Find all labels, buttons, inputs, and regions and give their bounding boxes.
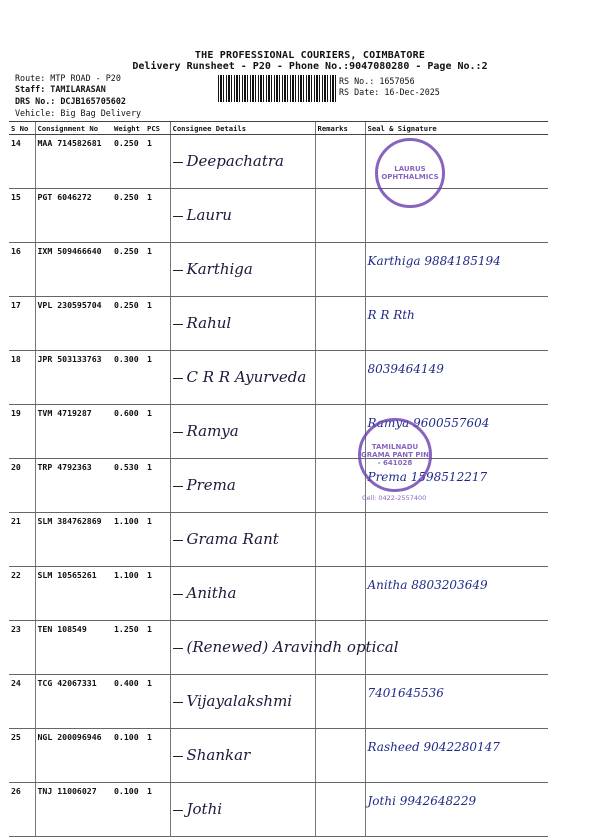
grama-stamp-text: TAMILNADU GRAMA PANT PIN - 641028 xyxy=(361,443,429,467)
vehicle-label: Vehicle: Big Bag Delivery xyxy=(15,108,142,118)
row-weight: 0.250 xyxy=(112,189,145,243)
row-consignment: PGT 6046272 xyxy=(35,189,112,243)
dash-mark xyxy=(173,594,183,595)
consignee-name: Jothi xyxy=(186,800,223,818)
row-consignee xyxy=(170,513,315,567)
row-sno: 24 xyxy=(9,675,35,729)
row-signature: Anitha 8803203649 xyxy=(365,567,548,621)
rs-date: RS Date: 16-Dec-2025 xyxy=(339,87,440,97)
row-weight: 0.100 xyxy=(112,783,145,837)
col-remarks: Remarks xyxy=(315,122,365,135)
drs-label: DRS No.: DCJB165705602 xyxy=(15,96,126,106)
barcode xyxy=(218,75,336,102)
col-consignment: Consignment No xyxy=(35,122,112,135)
row-signature: R R Rth xyxy=(365,297,548,351)
row-pcs: 1 xyxy=(145,675,170,729)
row-consignment: TVM 4719287 xyxy=(35,405,112,459)
row-remarks xyxy=(315,459,365,513)
col-signature: Seal & Signature xyxy=(365,122,548,135)
staff-label: Staff: TAMILARASAN xyxy=(15,84,106,94)
table-row xyxy=(9,621,548,675)
row-weight: 1.250 xyxy=(112,621,145,675)
dash-mark xyxy=(173,810,183,811)
table-row xyxy=(9,459,548,513)
row-weight: 1.100 xyxy=(112,513,145,567)
table-row xyxy=(9,729,548,783)
row-remarks xyxy=(315,189,365,243)
row-sno: 22 xyxy=(9,567,35,621)
row-sno: 18 xyxy=(9,351,35,405)
row-sno: 16 xyxy=(9,243,35,297)
row-consignment: MAA 714582681 xyxy=(35,135,112,189)
dash-mark xyxy=(173,216,183,217)
table-row xyxy=(9,567,548,621)
row-pcs: 1 xyxy=(145,567,170,621)
row-pcs: 1 xyxy=(145,783,170,837)
grama-stamp xyxy=(358,418,432,492)
row-consignee xyxy=(170,459,315,513)
row-sno: 21 xyxy=(9,513,35,567)
row-weight: 0.300 xyxy=(112,351,145,405)
row-weight: 1.100 xyxy=(112,567,145,621)
col-pcs: PCS xyxy=(145,122,170,135)
consignee-name: Prema xyxy=(186,476,236,494)
row-weight: 0.100 xyxy=(112,729,145,783)
dash-mark xyxy=(173,324,183,325)
row-consignment: TNJ 11006027 xyxy=(35,783,112,837)
rs-number: RS No.: 1657056 xyxy=(339,76,415,86)
route-label: Route: MTP ROAD - P20 xyxy=(15,73,121,83)
table-row xyxy=(9,351,548,405)
table-row xyxy=(9,297,548,351)
row-remarks xyxy=(315,351,365,405)
row-pcs: 1 xyxy=(145,729,170,783)
row-consignment: TCG 42067331 xyxy=(35,675,112,729)
col-consignee: Consignee Details xyxy=(170,122,315,135)
row-sno: 23 xyxy=(9,621,35,675)
table-row xyxy=(9,405,548,459)
company-title: THE PROFESSIONAL COURIERS, COIMBATORE xyxy=(194,50,426,61)
row-pcs: 1 xyxy=(145,621,170,675)
row-remarks xyxy=(315,729,365,783)
dash-mark xyxy=(173,702,183,703)
row-consignment: SLM 10565261 xyxy=(35,567,112,621)
row-weight: 0.400 xyxy=(112,675,145,729)
consignment-table xyxy=(9,121,548,837)
row-sno: 19 xyxy=(9,405,35,459)
row-sno: 25 xyxy=(9,729,35,783)
row-consignment: JPR 503133763 xyxy=(35,351,112,405)
row-consignee xyxy=(170,621,399,675)
row-consignment: IXM 509466640 xyxy=(35,243,112,297)
row-weight: 0.530 xyxy=(112,459,145,513)
dash-mark xyxy=(173,432,183,433)
col-weight: Weight xyxy=(112,122,145,135)
row-weight: 0.600 xyxy=(112,405,145,459)
dash-mark xyxy=(173,540,183,541)
table-row xyxy=(9,189,548,243)
laurus-stamp xyxy=(375,138,445,208)
laurus-stamp-text: LAURUS OPHTHALMICS xyxy=(381,165,439,181)
shop-stamp-line: Cell: 0422-2557400 xyxy=(362,494,427,502)
row-consignee xyxy=(170,351,315,405)
row-remarks xyxy=(315,135,365,189)
row-consignment: TEN 108549 xyxy=(35,621,112,675)
row-consignment: VPL 230595704 xyxy=(35,297,112,351)
row-signature: Prema 1598512217 xyxy=(365,459,548,513)
consignee-name: (Renewed) Aravindh optical xyxy=(186,638,399,656)
row-remarks xyxy=(315,567,365,621)
row-weight: 0.250 xyxy=(112,297,145,351)
consignee-name: Shankar xyxy=(186,746,251,764)
row-weight: 0.250 xyxy=(112,243,145,297)
row-pcs: 1 xyxy=(145,135,170,189)
row-consignee xyxy=(170,675,315,729)
consignee-name: Anitha xyxy=(186,584,237,602)
table-row xyxy=(9,135,548,189)
consignee-name: Deepachatra xyxy=(186,152,284,170)
row-pcs: 1 xyxy=(145,351,170,405)
row-consignment: SLM 384762869 xyxy=(35,513,112,567)
row-remarks xyxy=(315,297,365,351)
dash-mark xyxy=(173,270,183,271)
row-remarks xyxy=(315,783,365,837)
row-pcs: 1 xyxy=(145,297,170,351)
row-consignee xyxy=(170,729,315,783)
consignee-name: C R R Ayurveda xyxy=(186,368,307,386)
table-header-row xyxy=(9,122,548,135)
row-remarks xyxy=(315,675,365,729)
row-signature: 7401645536 xyxy=(365,675,548,729)
consignee-name: Rahul xyxy=(186,314,232,332)
row-pcs: 1 xyxy=(145,459,170,513)
row-signature: Ramya 9600557604 xyxy=(365,405,548,459)
table-row xyxy=(9,783,548,837)
col-sno: S No xyxy=(9,122,35,135)
row-sno: 20 xyxy=(9,459,35,513)
row-sno: 14 xyxy=(9,135,35,189)
consignee-name: Karthiga xyxy=(186,260,253,278)
dash-mark xyxy=(173,486,183,487)
consignee-name: Vijayalakshmi xyxy=(186,692,293,710)
dash-mark xyxy=(173,756,183,757)
row-consignee xyxy=(170,405,315,459)
dash-mark xyxy=(173,378,183,379)
row-consignment: TRP 4792363 xyxy=(35,459,112,513)
row-weight: 0.250 xyxy=(112,135,145,189)
dash-mark xyxy=(173,162,183,163)
row-consignee xyxy=(170,297,315,351)
row-sno: 15 xyxy=(9,189,35,243)
consignee-name: Lauru xyxy=(186,206,232,224)
row-consignment: NGL 200096946 xyxy=(35,729,112,783)
row-pcs: 1 xyxy=(145,243,170,297)
table-row xyxy=(9,675,548,729)
dash-mark xyxy=(173,648,183,649)
table-row xyxy=(9,513,548,567)
row-remarks xyxy=(315,243,365,297)
row-signature: Karthiga 9884185194 xyxy=(365,243,548,297)
row-pcs: 1 xyxy=(145,513,170,567)
row-signature: 8039464149 xyxy=(365,351,548,405)
row-signature: Rasheed 9042280147 xyxy=(365,729,548,783)
consignee-name: Grama Rant xyxy=(186,530,279,548)
row-consignee xyxy=(170,135,315,189)
row-sno: 17 xyxy=(9,297,35,351)
row-consignee xyxy=(170,189,315,243)
row-pcs: 1 xyxy=(145,189,170,243)
row-consignee xyxy=(170,567,315,621)
row-signature xyxy=(365,513,548,567)
row-signature: Jothi 9942648229 xyxy=(365,783,548,837)
row-sno: 26 xyxy=(9,783,35,837)
row-pcs: 1 xyxy=(145,405,170,459)
consignee-name: Ramya xyxy=(186,422,239,440)
row-remarks xyxy=(315,513,365,567)
table-row xyxy=(9,243,548,297)
row-consignee xyxy=(170,243,315,297)
runsheet-title: Delivery Runsheet - P20 - Phone No.:9047080280 - Page No.:2 xyxy=(132,61,488,72)
row-consignee xyxy=(170,783,315,837)
